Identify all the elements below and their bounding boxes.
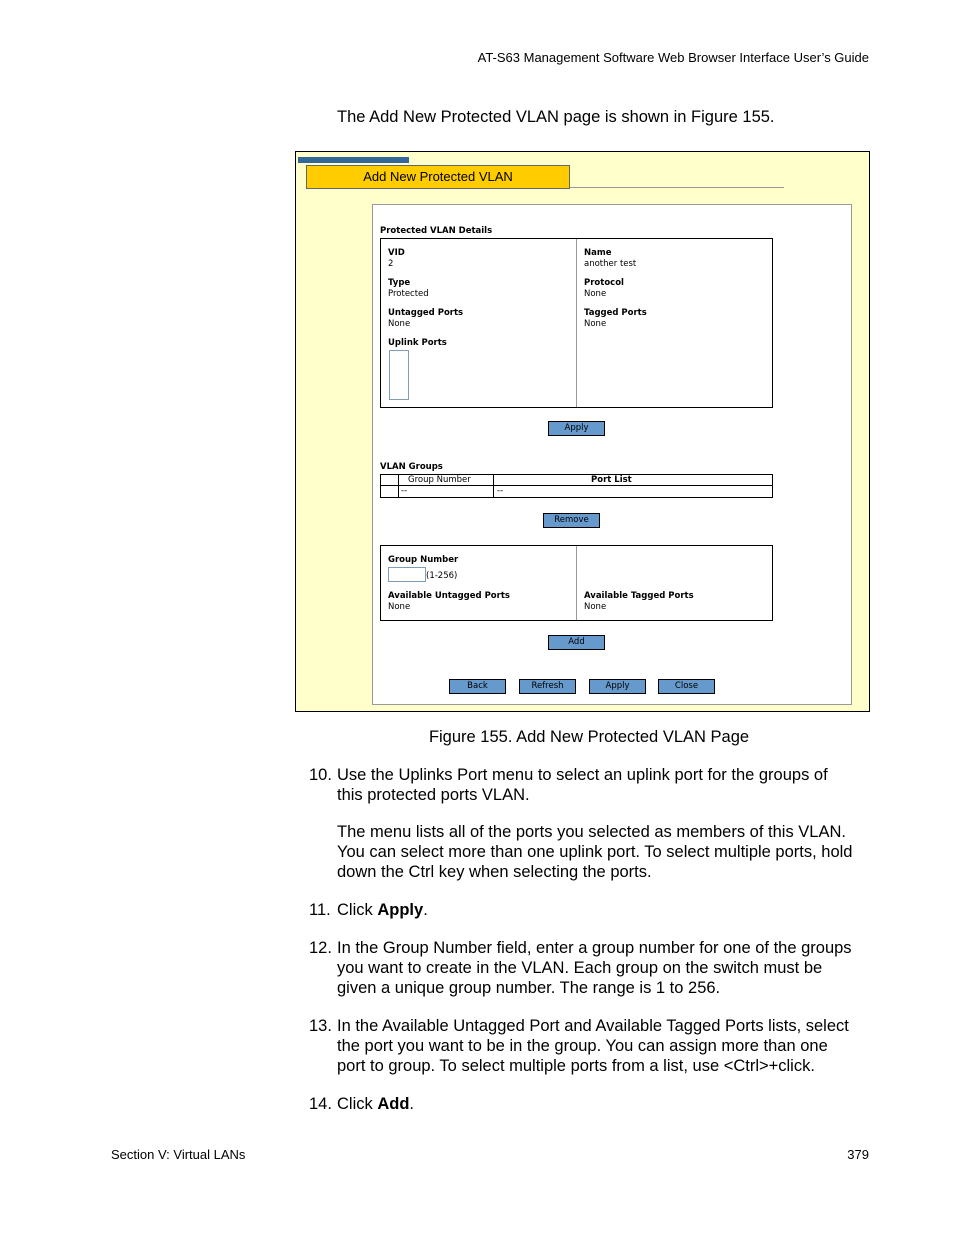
intro-text: The Add New Protected VLAN page is shown in Figure 155. (337, 108, 775, 126)
table-header-divider (381, 485, 772, 486)
name-label: Name (584, 248, 612, 258)
tab-add-protected-vlan[interactable]: Add New Protected VLAN (306, 165, 570, 189)
figure-caption: Figure 155. Add New Protected VLAN Page (428, 728, 750, 746)
avail-tagged-value: None (584, 602, 607, 612)
step-text-pre: Click (337, 1095, 378, 1113)
group-number-input[interactable] (388, 567, 426, 582)
untagged-value: None (388, 319, 411, 329)
step-11 (309, 900, 869, 920)
type-label: Type (388, 278, 411, 288)
protocol-label: Protocol (584, 278, 624, 288)
step-text (337, 765, 869, 805)
note-paragraph (337, 822, 869, 882)
col-group-number: Group Number (408, 475, 471, 485)
step-text-post: . (423, 901, 428, 919)
footer-page-number: 379 (847, 1147, 869, 1162)
table-cell: -- (497, 486, 504, 496)
step-text (337, 1016, 869, 1076)
type-value: Protected (388, 289, 429, 299)
add-button[interactable]: Add (548, 635, 605, 650)
avail-untagged-value: None (388, 602, 411, 612)
note-line: You can select more than one uplink port. To select multiple ports, hold (337, 843, 853, 861)
col-port-list: Port List (591, 475, 632, 485)
remove-button[interactable]: Remove (543, 513, 600, 528)
step-13 (309, 1016, 869, 1076)
table-col-divider (493, 475, 494, 497)
step-text-bold: Apply (377, 901, 424, 919)
step-line: given a unique group number. The range is 1 to 256. (337, 979, 721, 997)
apply-details-button[interactable]: Apply (548, 421, 605, 436)
vid-value: 2 (388, 259, 394, 269)
name-value: another test (584, 259, 637, 269)
step-line: you want to create in the VLAN. Each group on the switch must be (337, 959, 823, 977)
table-cell: -- (401, 486, 408, 496)
content-panel (372, 204, 852, 705)
tab-strip (298, 157, 409, 163)
close-button[interactable]: Close (658, 679, 715, 694)
step-text-bold: Add (377, 1095, 410, 1113)
uplink-ports-list[interactable] (389, 350, 409, 400)
groups-title: VLAN Groups (380, 462, 443, 472)
note-line: The menu lists all of the ports you selected as members of this VLAN. (337, 823, 846, 841)
step-12 (309, 938, 869, 998)
group-number-label: Group Number (388, 555, 459, 565)
step-line: In the Group Number field, enter a group number for one of the groups (337, 939, 852, 957)
step-line: this protected ports VLAN. (337, 786, 530, 804)
details-title: Protected VLAN Details (380, 226, 493, 236)
step-number: 11. (309, 901, 331, 919)
step-10 (309, 765, 869, 805)
step-number: 12. (309, 939, 332, 957)
tagged-label: Tagged Ports (584, 308, 647, 318)
table-col-divider (398, 475, 399, 497)
step-text (337, 938, 869, 998)
step-number: 10. (309, 766, 332, 784)
avail-untagged-label: Available Untagged Ports (388, 591, 510, 601)
figure-screenshot (295, 151, 870, 712)
tagged-value: None (584, 319, 607, 329)
step-text-post: . (409, 1095, 415, 1113)
add-group-divider (576, 546, 577, 620)
untagged-label: Untagged Ports (388, 308, 464, 318)
step-number: 13. (309, 1017, 332, 1035)
step-line: port to group. To select multiple ports from a list, use <Ctrl>+click. (337, 1057, 815, 1075)
protocol-value: None (584, 289, 607, 299)
vid-label: VID (388, 248, 405, 258)
note-line: down the Ctrl key when selecting the ports. (337, 863, 652, 881)
tab-divider (570, 187, 784, 188)
step-line: Use the Uplinks Port menu to select an uplink port for the groups of (337, 766, 828, 784)
step-text (337, 1094, 869, 1114)
refresh-button[interactable]: Refresh (519, 679, 576, 694)
step-text (337, 900, 869, 920)
step-text-pre: Click (337, 901, 378, 919)
details-divider (576, 239, 577, 407)
running-header: AT-S63 Management Software Web Browser Interface User’s Guide (477, 50, 869, 65)
uplink-label: Uplink Ports (388, 338, 447, 348)
step-line: In the Available Untagged Port and Available Tagged Ports lists, select (337, 1017, 849, 1035)
add-group-box (380, 545, 773, 621)
step-14 (309, 1094, 869, 1114)
step-line: the port you want to be in the group. You can assign more than one (337, 1037, 828, 1055)
avail-tagged-label: Available Tagged Ports (584, 591, 694, 601)
details-box (380, 238, 773, 408)
groups-table (380, 474, 773, 498)
apply-button[interactable]: Apply (589, 679, 646, 694)
step-number: 14. (309, 1095, 332, 1113)
footer-section: Section V: Virtual LANs (111, 1147, 246, 1162)
group-number-range: (1-256) (426, 571, 458, 581)
back-button[interactable]: Back (449, 679, 506, 694)
